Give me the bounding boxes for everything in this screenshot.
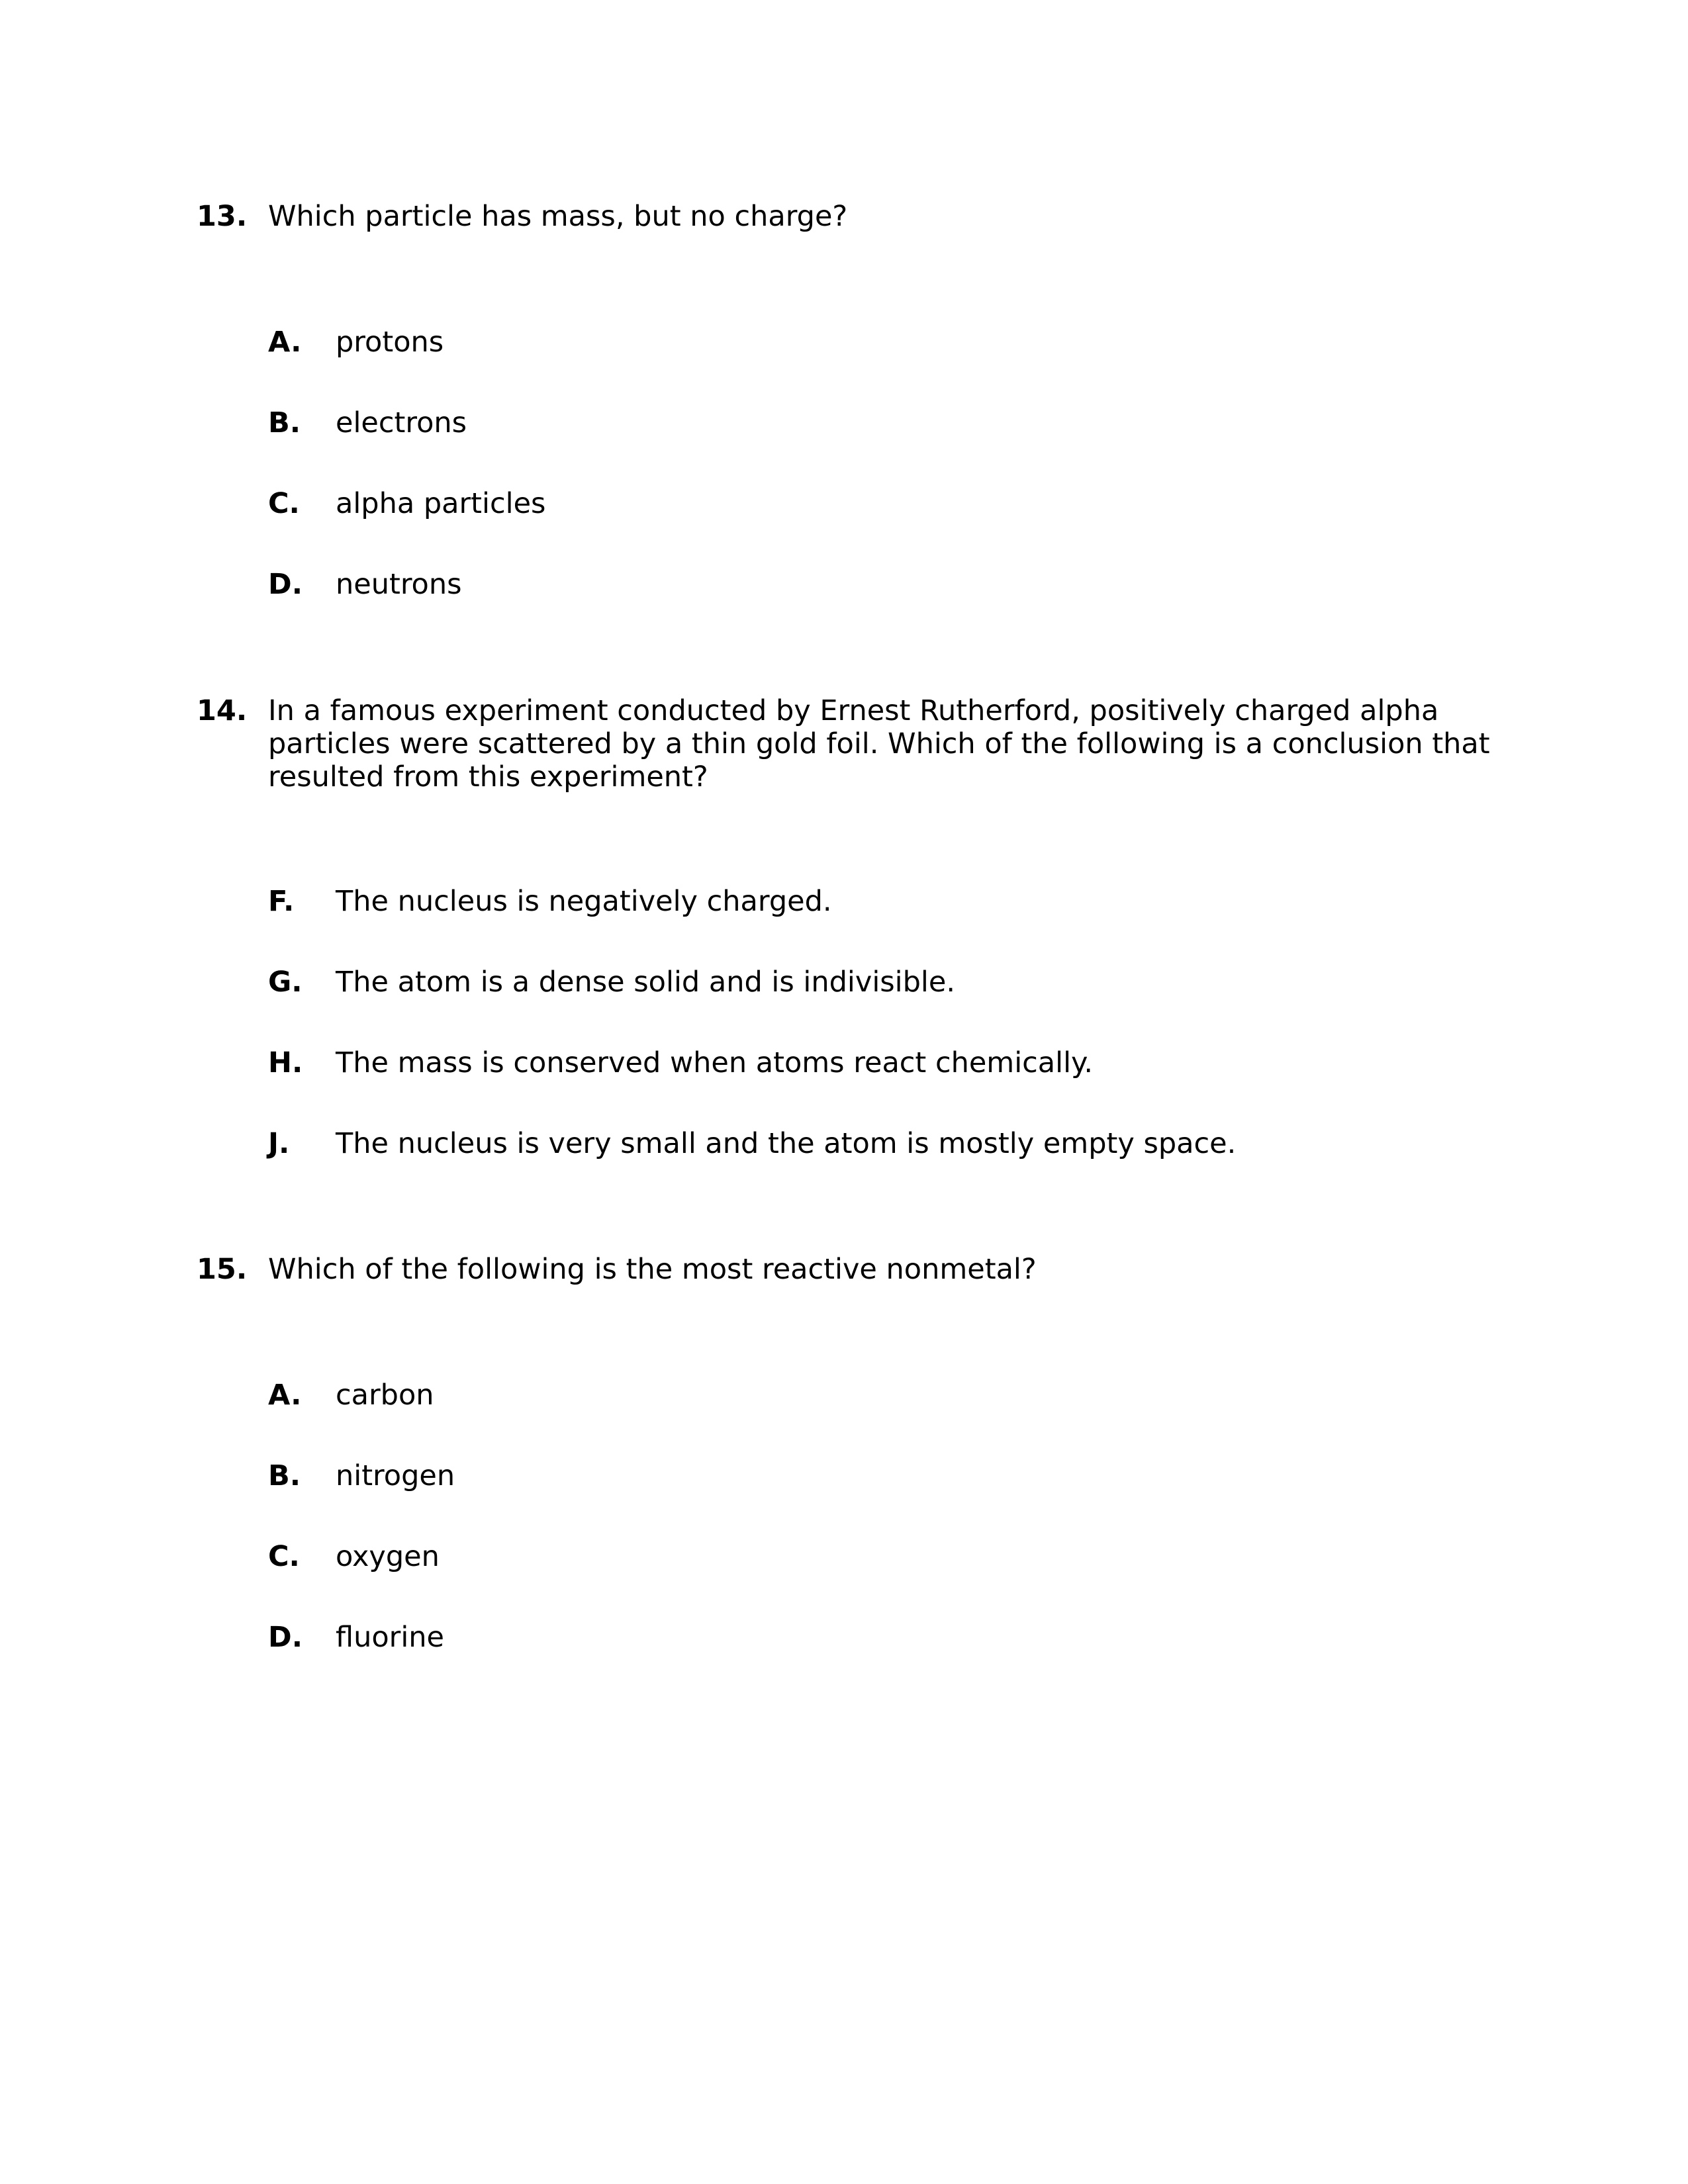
question-13-number: 13.	[197, 200, 248, 233]
option-letter: F.	[268, 885, 295, 918]
question-14-number: 14.	[197, 694, 248, 727]
option-letter: G.	[268, 966, 303, 999]
option-letter: H.	[268, 1046, 303, 1079]
option-text: The nucleus is negatively charged.	[336, 885, 832, 918]
question-13-text	[268, 200, 1493, 233]
question-text-line: particles were scattered by a thin gold foil. Which of the following is a conclusion that	[268, 727, 1490, 760]
option-letter: C.	[268, 487, 300, 520]
option-letter: D.	[268, 568, 303, 601]
option-letter: B.	[268, 1459, 301, 1492]
question-15-text	[268, 1253, 1493, 1286]
question-text-line: In a famous experiment conducted by Ernest Rutherford, positively charged alpha	[268, 694, 1439, 727]
question-14-text	[268, 694, 1493, 794]
question-text-line: Which particle has mass, but no charge?	[268, 200, 848, 233]
option-letter: C.	[268, 1540, 300, 1573]
option-text: neutrons	[336, 568, 462, 601]
option-letter: D.	[268, 1621, 303, 1654]
option-text: alpha particles	[336, 487, 546, 520]
option-text: oxygen	[336, 1540, 440, 1573]
question-text-line: Which of the following is the most reactive nonmetal?	[268, 1253, 1037, 1286]
option-letter: A.	[268, 1379, 302, 1412]
question-15-number: 15.	[197, 1253, 248, 1286]
option-text: The atom is a dense solid and is indivisible.	[336, 966, 955, 999]
option-letter: J.	[268, 1127, 290, 1160]
option-letter: B.	[268, 406, 301, 439]
option-text: electrons	[336, 406, 467, 439]
option-text: fluorine	[336, 1621, 444, 1654]
option-letter: A.	[268, 326, 302, 359]
option-text: The mass is conserved when atoms react chemically.	[336, 1046, 1094, 1079]
option-text: protons	[336, 326, 444, 359]
option-text: nitrogen	[336, 1459, 455, 1492]
option-text: carbon	[336, 1379, 434, 1412]
question-text-line: resulted from this experiment?	[268, 760, 708, 794]
option-text: The nucleus is very small and the atom is mostly empty space.	[336, 1127, 1237, 1160]
